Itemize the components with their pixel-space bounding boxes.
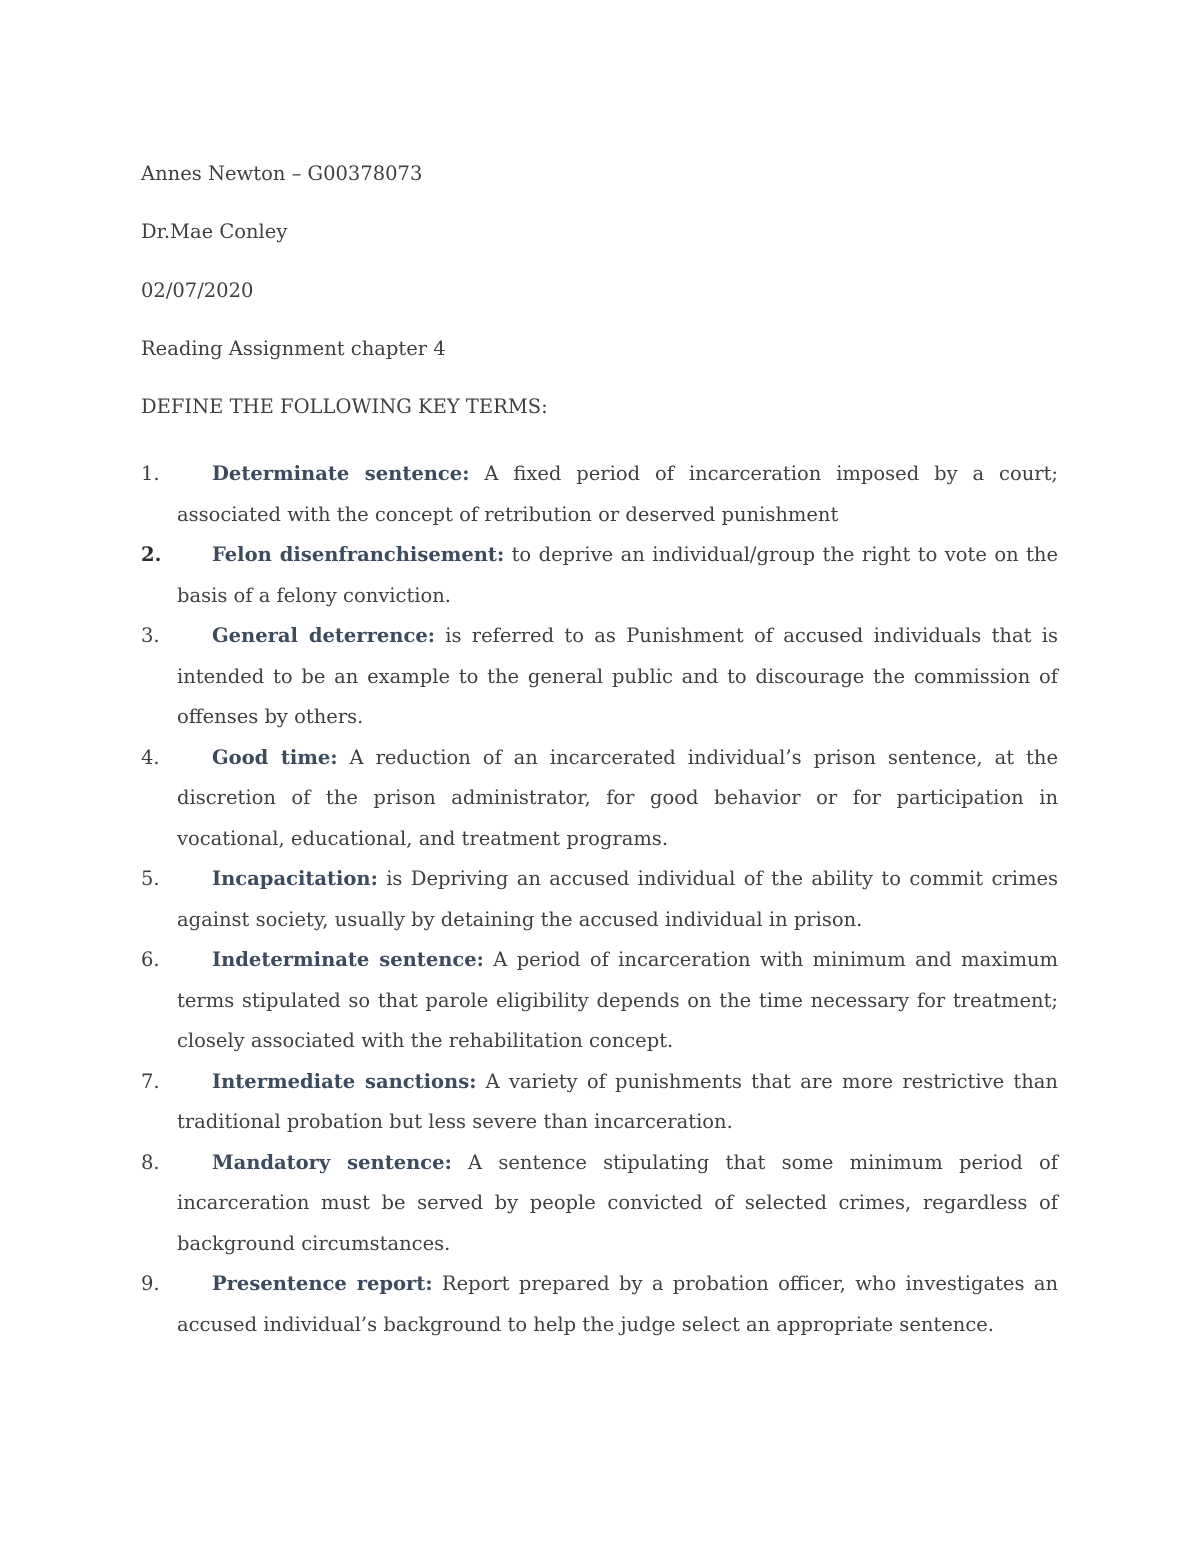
- definition-number: 6.: [141, 948, 160, 971]
- instructor-name: Dr.Mae Conley: [141, 220, 288, 243]
- definition-number: 8.: [141, 1150, 160, 1174]
- definition-text: A sentence stipulating that some minimum period of incarceration must be served by people convicted of selected crimes, regardless of background circumstances.: [177, 1150, 1058, 1255]
- definition-term: Incapacitation:: [212, 867, 378, 890]
- definition-number: 5.: [141, 867, 160, 890]
- assignment-title: Reading Assignment chapter 4: [141, 337, 446, 360]
- definition-number: 2.: [141, 543, 162, 566]
- definition-item: [141, 738, 1058, 860]
- definition-text: A reduction of an incarcerated individual’s prison sentence, at the discretion of the prison administrator, for good behavior or for participation in vocational, educational, and treatment programs.: [177, 745, 1058, 850]
- definition-number: 1.: [141, 462, 160, 485]
- definition-term: General deterrence:: [212, 624, 435, 647]
- definition-term: Good time:: [212, 745, 338, 769]
- definition-item: [141, 940, 1058, 1062]
- assignment-date: 02/07/2020: [141, 279, 254, 302]
- definition-text: is referred to as Punishment of accused individuals that is intended to be an example to the general public and to discourage the commission of offenses by others.: [177, 624, 1058, 728]
- definition-number: 7.: [141, 1069, 160, 1093]
- student-name-line: Annes Newton – G00378073: [141, 162, 423, 185]
- definition-number: 9.: [141, 1272, 160, 1295]
- definitions-list: [141, 454, 1058, 1345]
- definition-item: [141, 535, 1058, 616]
- definition-item: [141, 616, 1058, 738]
- definition-text: A variety of punishments that are more restrictive than traditional probation but less severe than incarceration.: [177, 1069, 1058, 1133]
- definition-term: Presentence report:: [212, 1272, 433, 1295]
- definition-text: A fixed period of incarceration imposed by a court; associated with the concept of retribution or deserved punishment: [177, 462, 1058, 526]
- definition-number: 4.: [141, 745, 160, 769]
- definition-term: Determinate sentence:: [212, 462, 470, 485]
- definition-item: [141, 1264, 1058, 1345]
- definition-item: [141, 454, 1058, 535]
- definition-item: [141, 1143, 1058, 1265]
- definition-text: Report prepared by a probation officer, who investigates an accused individual’s background to help the judge select an appropriate sentence.: [177, 1272, 1058, 1336]
- definition-term: Felon disenfranchisement:: [212, 543, 505, 566]
- definition-text: A period of incarceration with minimum and maximum terms stipulated so that parole eligibility depends on the time necessary for treatment; closely associated with the rehabilitation concept.: [177, 948, 1059, 1052]
- definition-text: is Depriving an accused individual of the ability to commit crimes against society, usually by detaining the accused individual in prison.: [177, 867, 1058, 931]
- definition-term: Intermediate sanctions:: [212, 1069, 477, 1093]
- definition-term: Mandatory sentence:: [212, 1150, 452, 1174]
- definition-number: 3.: [141, 624, 160, 647]
- instruction-heading: DEFINE THE FOLLOWING KEY TERMS:: [141, 395, 548, 418]
- definition-term: Indeterminate sentence:: [212, 948, 484, 971]
- definition-item: [141, 1062, 1058, 1143]
- definition-item: [141, 859, 1058, 940]
- definition-text: to deprive an individual/group the right to vote on the basis of a felony conviction.: [177, 543, 1058, 607]
